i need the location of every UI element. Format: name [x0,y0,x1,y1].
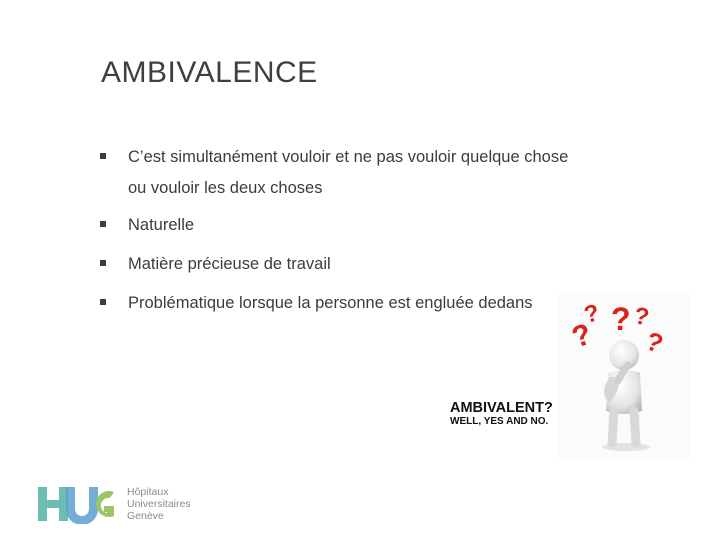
slide-title: AMBIVALENCE [101,56,318,89]
square-bullet-icon [100,260,106,266]
logo-line: Hôpitaux [127,486,169,498]
square-bullet-icon [100,153,106,159]
bullet-item [100,249,580,280]
bullet-text: Matière précieuse de travail [128,255,331,273]
bullet-item [100,142,580,204]
illustration-caption-line1: AMBIVALENT? [450,400,553,416]
bullet-text: Naturelle [128,216,195,234]
square-bullet-icon [100,299,106,305]
question-mark-icon: ? [611,301,631,337]
logo-line: Universitaires [127,498,191,510]
question-mark-icon: ? [631,302,652,332]
bullet-item [100,210,580,241]
bullet-text: C’est simultanément vouloir et ne pas vouloir quelque chose ou vouloir les deux choses [128,148,569,197]
illustration-caption-line2: WELL, YES AND NO. [450,416,549,427]
logo-line: Genève [127,510,164,522]
question-mark-icon: ? [641,325,668,360]
question-mark-icon: ? [567,317,596,355]
hug-logo-text [127,486,191,522]
ambivalent-figure-illustration [448,293,690,458]
question-mark-icon: ? [581,299,602,329]
square-bullet-icon [100,221,106,227]
bullet-text: Problématique lorsque la personne est engluée dedans [128,294,533,312]
